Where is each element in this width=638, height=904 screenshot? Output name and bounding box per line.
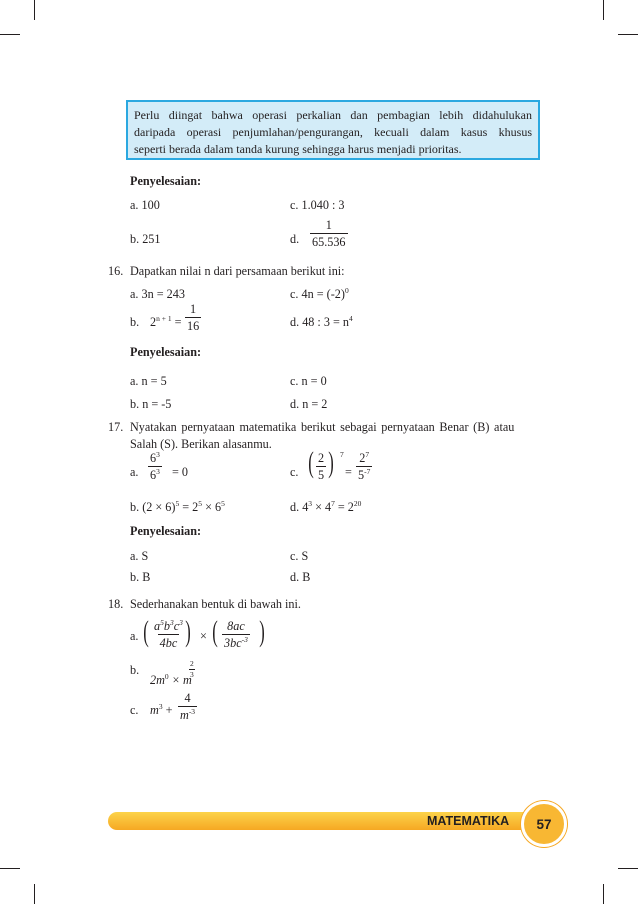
solution-heading: Penyelesaian: (130, 345, 202, 359)
paren-left: ( (143, 615, 149, 648)
item-a-label: a. (130, 629, 139, 643)
paren-left: ( (212, 615, 218, 648)
equals: = (345, 465, 352, 479)
item-d (290, 313, 353, 329)
exponent: 5 (175, 498, 180, 508)
item-a-label: a. (130, 465, 139, 479)
times: × (200, 629, 207, 643)
exponent: 3 (179, 617, 183, 627)
item-b-label: b. (130, 315, 140, 329)
fraction-denominator (356, 466, 372, 481)
expr-part: = 2 (334, 500, 354, 514)
answer-b: b. n = -5 (130, 397, 172, 411)
solution-heading: Penyelesaian: (130, 174, 202, 188)
fraction-numerator (357, 449, 371, 466)
solution-heading: Penyelesaian: (130, 524, 202, 538)
item-c-fraction (316, 452, 326, 481)
answer-a: a. n = 5 (130, 374, 167, 388)
exponent: 20 (353, 498, 362, 508)
question-number: 18. (108, 597, 124, 611)
crop-mark (0, 34, 20, 35)
crop-mark (603, 0, 604, 20)
answer-a: a. S (130, 549, 149, 563)
item-b (130, 498, 225, 514)
item-a: a. 3n = 243 (130, 287, 185, 301)
crop-mark (34, 0, 35, 20)
crop-mark (34, 884, 35, 904)
paren-right: ) (185, 615, 191, 648)
base: 2 (150, 315, 157, 329)
expr-part: m (150, 703, 159, 717)
fraction-denominator (178, 706, 197, 721)
fraction-denominator: 4bc (159, 636, 178, 651)
answer-c: c. n = 0 (290, 374, 327, 388)
exponent: -3 (188, 707, 196, 717)
paren-left: ( (308, 446, 314, 479)
expr-part: × 6 (202, 500, 222, 514)
answer-c: c. 1.040 : 3 (290, 198, 345, 212)
fraction-numerator (148, 449, 162, 466)
fraction-denominator: 65.536 (312, 235, 346, 250)
note-line: Perlu diingat bahwa operasi perkalian dan pembagian lebih didahulukan (134, 108, 532, 122)
item-a-fraction (152, 617, 185, 651)
answer-d: d. B (290, 570, 311, 584)
item-b-fraction (185, 303, 201, 332)
item-d-text: d. 48 : 3 = n (290, 315, 350, 329)
crop-mark (603, 884, 604, 904)
exponent: 5 (198, 498, 203, 508)
question-text: Salah (S). Berikan alasanmu. (130, 437, 272, 451)
exponent: 3 (156, 467, 160, 477)
base: 5 (358, 468, 365, 483)
item-c-label: c. (130, 703, 139, 717)
item-c-fraction (178, 692, 197, 721)
answer-a: a. 100 (130, 198, 160, 212)
paren-right: ) (328, 446, 334, 479)
equals: = (174, 315, 182, 329)
answer-d-label: d. (290, 232, 300, 246)
exponent: 3 (158, 701, 163, 711)
question-text: Nyatakan pernyataan matematika berikut sebagai pernyataan Benar (B) atau (130, 420, 515, 434)
exponent: 4 (349, 313, 353, 323)
answer-d-fraction (310, 219, 348, 248)
fraction-numerator: 1 (190, 302, 197, 316)
item-a-fraction-2 (222, 620, 250, 649)
exponent: n + 1 (156, 313, 172, 323)
exponent: 5 (221, 498, 225, 508)
item-d (290, 498, 362, 514)
exponent: 3 (169, 617, 174, 627)
answer-b: b. B (130, 570, 151, 584)
expr-part: = 2 (179, 500, 199, 514)
fraction-numerator: 2 (318, 451, 325, 465)
expr-part: d. 4 (290, 500, 309, 514)
note-line: seperti berada dalam tanda kurung sehingga harus menjadi prioritas. (134, 142, 462, 156)
fraction-numerator: 8ac (227, 619, 245, 633)
expr-part: × 4 (312, 500, 332, 514)
subject-label: MATEMATIKA (427, 814, 510, 828)
var: a (154, 619, 161, 633)
item-a-fraction (148, 449, 162, 483)
equals-zero: = 0 (172, 465, 189, 479)
item-b-exponent-fraction (189, 660, 195, 678)
fraction-denominator: 16 (187, 319, 200, 334)
item-b-expression (150, 313, 182, 329)
expr-part: 2m (150, 673, 165, 687)
exponent: 0 (164, 671, 169, 681)
fraction-denominator: 5 (318, 468, 325, 483)
exponent: -3 (241, 635, 248, 645)
fraction-denominator (148, 466, 162, 481)
var: 3bc (224, 636, 242, 651)
exponent: 0 (344, 285, 349, 295)
var: b (163, 619, 170, 633)
item-b-label: b. (130, 663, 140, 677)
exponent: -7 (364, 467, 371, 477)
note-line: daripada operasi penjumlahan/pengurangan, kecuali dalam kasus khusus (134, 125, 532, 139)
item-b-expression (150, 671, 192, 687)
exponent: 5 (160, 617, 164, 627)
fraction-numerator: 2 (190, 659, 194, 668)
expr-part: × m (168, 673, 192, 687)
exponent: 7 (365, 449, 370, 459)
crop-mark (0, 868, 20, 869)
item-c-text: c. 4n = (-2) (290, 287, 345, 301)
question-text: Dapatkan nilai n dari persamaan berikut ini: (130, 264, 345, 278)
item-c-expression (150, 701, 173, 717)
exponent: 3 (308, 498, 313, 508)
fraction-numerator: 1 (325, 218, 332, 232)
base: 6 (150, 468, 157, 483)
question-number: 17. (108, 420, 124, 434)
answer-c: c. S (290, 549, 309, 563)
note-box (126, 100, 540, 160)
fraction-numerator (152, 617, 185, 634)
base: 2 (359, 451, 366, 465)
fraction-numerator: 4 (184, 691, 191, 705)
base: 6 (150, 451, 157, 465)
expr-part: + (162, 703, 173, 717)
item-c-label: c. (290, 465, 299, 479)
item-c (290, 285, 349, 301)
fraction-denominator (222, 634, 250, 649)
exponent: 7 (331, 498, 335, 508)
var: m (180, 708, 189, 723)
crop-mark (618, 868, 638, 869)
var: c (173, 619, 180, 633)
fraction-denominator: 3 (190, 669, 194, 679)
answer-d: d. n = 2 (290, 397, 328, 411)
paren-right: ) (259, 615, 265, 648)
exponent: 3 (156, 449, 160, 459)
question-text: Sederhanakan bentuk di bawah ini. (130, 597, 301, 611)
answer-b: b. 251 (130, 232, 161, 246)
page-number: 57 (521, 801, 567, 847)
crop-mark (618, 34, 638, 35)
question-number: 16. (108, 264, 124, 278)
item-c-right-fraction (356, 449, 372, 483)
expr-part: b. (2 × 6) (130, 500, 176, 514)
